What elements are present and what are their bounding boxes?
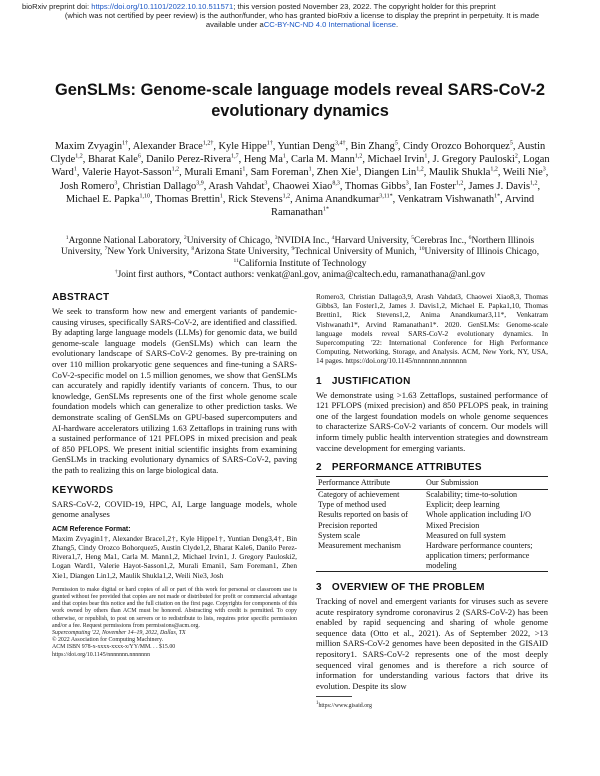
permission-text: Permission to make digital or hard copies of all or part of this work for personal or classroom use is granted without fee provided that copies are not made or distributed for profit or commercial advantage and that copies bear this notice and the full citation on the first page. Copyrights for components of this work owned by others than ACM must be honored. Abstracting with credit is permitted. To copy otherwise, or republish, to post on servers or to redistribute to lists, requires prior specific permission and/or a fee. Request permissions from permissions@acm.org. <box>52 586 297 629</box>
author-name <box>208 181 267 192</box>
author-affiliation-sup: 5 <box>394 140 398 147</box>
affiliation-item <box>419 247 539 257</box>
author-affiliation-sup: 1,10 <box>139 193 150 200</box>
author-name-text: Anima Anandkumar <box>294 193 380 205</box>
affiliation-text: Northern Illinois University, <box>60 236 535 258</box>
affiliations <box>48 236 552 282</box>
author-affiliation-sup: 3,9 <box>196 180 204 187</box>
author-name <box>433 154 518 165</box>
author-name <box>414 181 463 192</box>
author-name-text: Weili Nie <box>502 167 543 179</box>
table-header-row <box>316 477 548 490</box>
author-affiliation-sup: 3,4† <box>334 140 346 147</box>
author-name-text: Josh Romero <box>59 180 115 192</box>
author-affiliation-sup: 5 <box>509 140 513 147</box>
table-row <box>316 500 548 510</box>
performance-number: 2 <box>316 462 322 474</box>
affiliation-item <box>104 246 195 258</box>
paper-title-line-2: evolutionary dynamics <box>211 102 389 120</box>
author-name-text: Valerie Hayot-Sasson <box>81 167 172 179</box>
table-row <box>316 510 548 520</box>
preprint-line-3-prefix: available under a <box>205 20 264 29</box>
permission-block <box>52 587 297 659</box>
author-name <box>184 167 245 178</box>
affiliation-item <box>292 247 419 257</box>
author-name <box>273 181 340 192</box>
author-name <box>146 154 239 165</box>
acm-reference-text: Maxim Zvyagin1†, Alexander Brace1,2†, Kyle Hippe1†, Yuntian Deng3,4†, Bin Zhang5, Cindy Orozco Bohorquez5, Austin Clyde1,2, Bharat Kale6, Danilo Perez-Rivera1,7, Heng Ma1, Carla M. Mann1,2, Michael Irvin1, J. Gregory Pauloski2, Logan Ward1, Valerie Hayot-Sasson1,2, Murali Emani1, Sam Foreman1, Zhen Xie1, Diangen Lin1,2, Maulik Shukla1,2, Weili Nie3, Josh <box>52 533 297 580</box>
affiliation-sup: 5 <box>411 234 414 241</box>
author-name-text: Arvind Ramanathan <box>271 193 535 219</box>
author-name <box>251 167 312 178</box>
footnote <box>316 700 548 710</box>
affiliation-sup: 11 <box>233 257 239 264</box>
author-name-text: Sam Foreman <box>250 167 309 179</box>
author-affiliation-sup: 1,2 <box>416 166 424 173</box>
author-name-text: Rick Stevens <box>228 193 283 205</box>
justification-text: We demonstrate using >1.63 Zettaflops, sustained performance of 121 PFLOPS (mixed precision) and 850 PFLOPS peak, in training one of the largest foundation models on whole genome sequences to characterize SARS-CoV-2 variants of concern. Our models will inform timely public health intervention strategies and downstream vaccine development for emerging variants. <box>316 389 548 453</box>
author-affiliation-sup: 1* <box>322 206 329 213</box>
preprint-line-3 <box>22 20 582 29</box>
author-affiliation-sup: 1 <box>73 166 77 173</box>
preprint-line-1-suffix: ; this version posted November 23, 2022. The copyright holder for this preprint <box>233 2 496 11</box>
table-row <box>316 531 548 541</box>
affiliation-text: New York University, <box>107 247 192 258</box>
acm-reference-heading: ACM Reference Format: <box>52 525 131 533</box>
author-name-text: Alexander Brace <box>132 141 203 152</box>
author-name-text: James J. Davis <box>468 180 531 192</box>
justification-title: JUSTIFICATION <box>331 375 411 387</box>
keywords-text: SARS-CoV-2, COVID-19, HPC, AI, Large language models, whole genome analyses <box>52 498 297 520</box>
table-row <box>316 490 548 501</box>
author-name-text: Maulik Shukla <box>428 167 491 179</box>
author-name-text: Carla M. Mann <box>291 154 355 166</box>
table-cell: Explicit; deep learning <box>426 500 500 510</box>
performance-heading <box>316 462 548 473</box>
table-cell: Mixed Precision <box>426 520 480 530</box>
author-affiliation-sup: 1* <box>494 193 501 200</box>
preprint-line-1 <box>22 2 582 11</box>
preprint-line-2: (which was not certified by peer review) is the author/funder, who has granted bioRxiv a license to display the preprint in perpetuity. It is made <box>64 11 540 20</box>
author-name <box>398 194 500 205</box>
table-cell: Measured on full system <box>426 530 506 540</box>
author-name <box>244 154 286 165</box>
author-name-text: Diangen Lin <box>363 167 417 179</box>
author-name-text: Murali Emani <box>184 167 243 179</box>
table-cell: System scale <box>318 530 361 540</box>
author-name <box>228 194 290 205</box>
copyright-line: © 2022 Association for Computing Machinery. <box>52 637 164 644</box>
justification-number: 1 <box>316 375 322 387</box>
author-affiliation-sup: 3 <box>114 180 118 187</box>
affiliation-item <box>191 247 291 257</box>
affiliation-item <box>184 236 275 246</box>
author-name-text: Thomas Brettin <box>154 193 220 205</box>
overview-heading <box>316 582 548 593</box>
author-name-text: Michael Irvin <box>367 154 425 166</box>
affiliation-text: Arizona State University, <box>194 247 292 258</box>
author-affiliation-sup: 1 <box>355 166 359 173</box>
overview-number: 3 <box>316 582 322 594</box>
affiliation-list <box>48 236 552 270</box>
performance-table-body <box>316 490 548 572</box>
author-affiliation-sup: 1,2† <box>202 140 214 147</box>
table-cell: Measurement mechanism <box>316 541 424 572</box>
author-affiliation-sup: 1,2 <box>530 180 538 187</box>
affiliation-text: NVIDIA Inc., <box>277 236 332 246</box>
affiliation-sup: 1 <box>65 234 69 241</box>
author-name <box>291 154 362 165</box>
author-name-text: Danilo Perez-Rivera <box>146 154 232 166</box>
author-affiliation-sup: 1,2 <box>282 193 291 200</box>
preprint-doi-link[interactable]: https://doi.org/10.1101/2022.10.10.511571 <box>91 2 234 11</box>
author-affiliation-sup: 1 <box>308 166 312 173</box>
author-affiliation-sup: 1,2 <box>490 166 498 173</box>
license-link[interactable]: CC-BY-NC-ND 4.0 International license <box>263 20 396 29</box>
author-name <box>469 181 538 192</box>
affiliation-sup: 2 <box>183 234 187 241</box>
author-affiliation-sup: 6 <box>137 153 141 160</box>
author-name <box>345 181 409 192</box>
author-name <box>295 194 393 205</box>
author-name <box>133 141 214 152</box>
author-affiliation-sup: 1,2 <box>455 180 464 187</box>
overview-title: OVERVIEW OF THE PROBLEM <box>331 582 485 594</box>
author-name-text: Heng Ma <box>243 154 283 166</box>
footnote-marker: 1 <box>316 701 319 707</box>
author-affiliation-sup: 2 <box>514 153 518 160</box>
table-cell: Category of achievement <box>318 490 400 500</box>
author-name-text: Michael E. Papka <box>65 193 140 205</box>
author-affiliation-sup: 1,2 <box>354 153 363 160</box>
author-name-text: Christian Dallago <box>122 180 197 192</box>
footnote-link[interactable]: https://www.gisaid.org <box>318 703 372 710</box>
preprint-line-3-suffix: . <box>395 20 399 29</box>
preprint-doi-label: bioRxiv preprint doi: <box>22 2 92 11</box>
author-name-text: Bin Zhang <box>350 141 395 152</box>
author-affiliation-sup: 1,2 <box>75 153 83 160</box>
contact-sup: † <box>114 269 118 276</box>
table-cell: Whole application including I/O <box>426 510 531 520</box>
author-name <box>82 167 179 178</box>
author-name-text: Arash Vahdat <box>208 180 265 192</box>
author-affiliation-sup: 1 <box>282 153 286 160</box>
author-name <box>278 141 346 152</box>
author-name-text: Maxim Zvyagin <box>54 141 123 152</box>
author-name <box>351 141 398 152</box>
table-cell: Results reported on basis of <box>318 510 408 520</box>
author-name-text: Kyle Hippe <box>218 141 267 152</box>
footnote-rule <box>316 696 352 697</box>
affiliation-item <box>275 236 332 246</box>
author-name-text: Yuntian Deng <box>277 141 335 152</box>
preprint-notice <box>22 2 582 29</box>
affiliation-sup: 6 <box>468 234 472 241</box>
author-name <box>317 167 359 178</box>
author-name-text: Chaowei Xiao <box>272 180 333 192</box>
affiliation-sup: 3 <box>274 234 278 241</box>
author-affiliation-sup: 3 <box>405 180 409 187</box>
paper-title-line-1: GenSLMs: Genome-scale language models reveal SARS-CoV-2 <box>54 81 546 99</box>
author-name-text: Ian Foster <box>413 180 456 192</box>
author-name <box>66 194 150 205</box>
author-name-text: Austin Clyde <box>50 141 546 166</box>
author-name-text: Cindy Orozco Bohorquez <box>403 141 510 152</box>
affiliation-text: Cerebras Inc., <box>413 236 469 246</box>
table-row <box>316 521 548 531</box>
author-name <box>429 167 498 178</box>
author-name <box>60 181 118 192</box>
table-header-cell: Performance Attribute <box>316 477 424 490</box>
affiliation-sup: 7 <box>104 246 108 253</box>
author-affiliation-sup: 1 <box>242 166 246 173</box>
justification-heading <box>316 376 548 387</box>
author-affiliation-sup: 1† <box>266 140 273 147</box>
performance-table <box>316 476 548 572</box>
table-cell: Hardware performance counters; application timers; performance modeling <box>424 541 548 572</box>
affiliation-item <box>332 236 412 246</box>
overview-text: Tracking of novel and emergent variants for viruses such as severe acute respiratory syndrome coronavirus 2 (SARS-CoV-2) has been enabled by rapid sequencing and sharing of whole genome sequence data (Otto et al., 2021). As of September 2022, >13 million SARS-CoV-2 genomes have been deposited in the GISAID repository1. SARS-CoV-2 represents one of the most deeply sequenced viral genomes and is therefore a rich source of information for understanding various factors that drive its evolution. Despite its slow <box>316 596 548 691</box>
affiliation-text: Harvard University, <box>334 236 412 246</box>
acm-doi-link[interactable]: https://doi.org/10.1145/nnnnnnn.nnnnnnn <box>52 651 151 658</box>
affiliation-sup: 9 <box>291 246 295 253</box>
author-name <box>503 167 546 178</box>
performance-title: PERFORMANCE ATTRIBUTES <box>331 462 482 474</box>
author-name <box>55 141 128 152</box>
author-affiliation-sup: 1,2 <box>171 166 180 173</box>
affiliation-sup: 4 <box>331 234 335 241</box>
author-name <box>219 141 273 152</box>
affiliation-text: University of Chicago, <box>186 236 275 246</box>
affiliation-text: California Institute of Technology <box>238 258 367 269</box>
left-column <box>52 292 297 659</box>
table-header-cell: Our Submission <box>424 477 548 490</box>
abstract-text: We seek to transform how new and emergent variants of pandemic-causing viruses, specifically SARS-CoV-2, are identified and classified. By adapting large language models (LLMs) for genomic data, we build genome-scale language models (GenSLMs) which can learn the evolutionary landscape of SARS-CoV-2 genomes. By pre-training on over 110 million prokaryotic gene sequences and fine-tuning a SARS-CoV-2-specific model on 1.5 million genomes, we show that GenSLMs can accurately and rapidly identify variants of concern. Thus, to our knowledge, GenSLMs represents one of the first whole genome scale foundation models which can generalize to other prediction tasks. We demonstrate scaling of GenSLMs on GPU-based supercomputers and AI-hardware accelerators utilizing 1.63 Zettaflops in training runs with a sustained performance of 121 PFLOPS in mixed precision and peak of 850 PFLOPS. We present initial scientific insights from examining GenSLMs in tracking evolutionary dynamics of SARS-CoV-2, paving the path to realizing this on large biological data. <box>52 306 297 475</box>
author-affiliation-sup: 3,11* <box>379 193 393 200</box>
affiliation-item <box>234 259 367 269</box>
author-list: Maxim Zvyagin$^{1\dagger}$, Alexander Brace$^{1,2\dagger}$, Kyle Hippe$^{1\dagger}$, Yuntian Deng$^{3,4\dagger}$, Bin Zhang$^5$, Cindy Orozco Bohorquez$^5$, Austin Clyde$^{1,2}$, Bharat Kale$^6$, Danilo Perez-Rivera$^{1,7}$, Heng Ma$^1$, Carla M. Mann$^{1,2}$, Michael Irvin$^1$, J. Gregory Pauloski$^2$, Logan Ward$^1$, Valerie Hayot-Sasson$^{1,2}$, Murali Emani$^1$, Sam Foreman$^1$, Zhen Xie$^1$, Diangen Lin$^{1,2}$, Maulik Shukla$^{1,2}$, Weili Nie$^3$, Josh Romero$^3$, Christian Dallago$^{3,9}$, Arash Vahdat$^3$, Chaowei Xiao$^{8,3}$, Thomas Gibbs$^3$, Ian Foster$^{1,2}$, James J. Davis$^{1,2}$, Michael E. Papka$^{1,10}$, Thomas Brettin$^1$, Rick Stevens$^{1,2}$, Anima Anandkumar$^{3,11*}$, Venkatram Vishwanath$^{1*}$, Arvind Ramanathan$^{1*}$ <box>50 140 550 219</box>
affiliation-sup: 8 <box>191 246 195 253</box>
author-name <box>123 181 204 192</box>
table-cell: Precision reported <box>318 520 378 530</box>
author-affiliation-sup: 8,3 <box>332 180 340 187</box>
author-name-text: Venkatram Vishwanath <box>397 193 495 205</box>
author-name <box>368 154 428 165</box>
affiliation-text: Argonne National Laboratory, <box>68 236 184 246</box>
table-cell: Type of method used <box>318 500 386 510</box>
affiliation-item <box>411 236 468 246</box>
author-name <box>403 141 513 152</box>
conference-line: Supercomputing '22, November 14–19, 2022, Dallas, TX <box>52 629 186 636</box>
reference-continued: Romero3, Christian Dallago3,9, Arash Vahdat3, Chaowei Xiao8,3, Thomas Gibbs3, Ian Foster1,2, James J. Davis1,2, Michael E. Papka1,10, Thomas Brettin1, Rick Stevens1,2, Anima Anandkumar3,11*, Venkatram Vishwanath1*, Arvind Ramanathan1*. 2020. GenSLMs: Genome-scale language models reveal SARS-CoV-2 evolutionary dynamics. In Supercomputing '22: International Conference for High Performance Computing, Networking, Storage, and Analysis. ACM, New York, NY, USA, 14 pages. https://doi.org/10.1145/nnnnnnn.nnnnnnn <box>316 292 548 366</box>
table-row <box>316 541 548 572</box>
author-affiliation-sup: 3 <box>264 180 268 187</box>
author-affiliation-sup: 1† <box>122 140 129 147</box>
contact-text: Joint first authors, *Contact authors: venkat@anl.gov, anima@caltech.edu, ramanathana@anl.gov <box>117 270 486 281</box>
author-name-text: Bharat Kale <box>87 154 138 166</box>
right-column <box>316 292 548 711</box>
author-affiliation-sup: 1 <box>219 193 223 200</box>
author-name-text: J. Gregory Pauloski <box>432 154 515 166</box>
author-affiliation-sup: 1 <box>424 153 428 160</box>
author-name-text: Zhen Xie <box>316 167 356 179</box>
author-affiliation-sup: 3 <box>542 166 546 173</box>
table-cell: Scalability; time-to-solution <box>426 490 518 500</box>
abstract-heading: ABSTRACT <box>52 292 110 303</box>
author-name <box>155 194 223 205</box>
contact-line <box>48 270 552 281</box>
affiliation-item <box>66 236 184 246</box>
author-name <box>88 154 141 165</box>
isbn-line: ACM ISBN 978-x-xxxx-xxxx-x/YY/MM. . . $15.00 <box>52 644 176 651</box>
author-name <box>364 167 424 178</box>
paper-title <box>40 80 560 122</box>
affiliation-text: Technical University of Munich, <box>294 247 419 258</box>
author-affiliation-sup: 1,7 <box>231 153 239 160</box>
affiliation-sup: 10 <box>418 246 425 253</box>
keywords-heading: KEYWORDS <box>52 484 114 496</box>
author-name-text: Logan Ward <box>51 154 550 179</box>
author-name-text: Thomas Gibbs <box>344 180 406 192</box>
affiliation-text: University of Illinois Chicago, <box>424 247 540 258</box>
